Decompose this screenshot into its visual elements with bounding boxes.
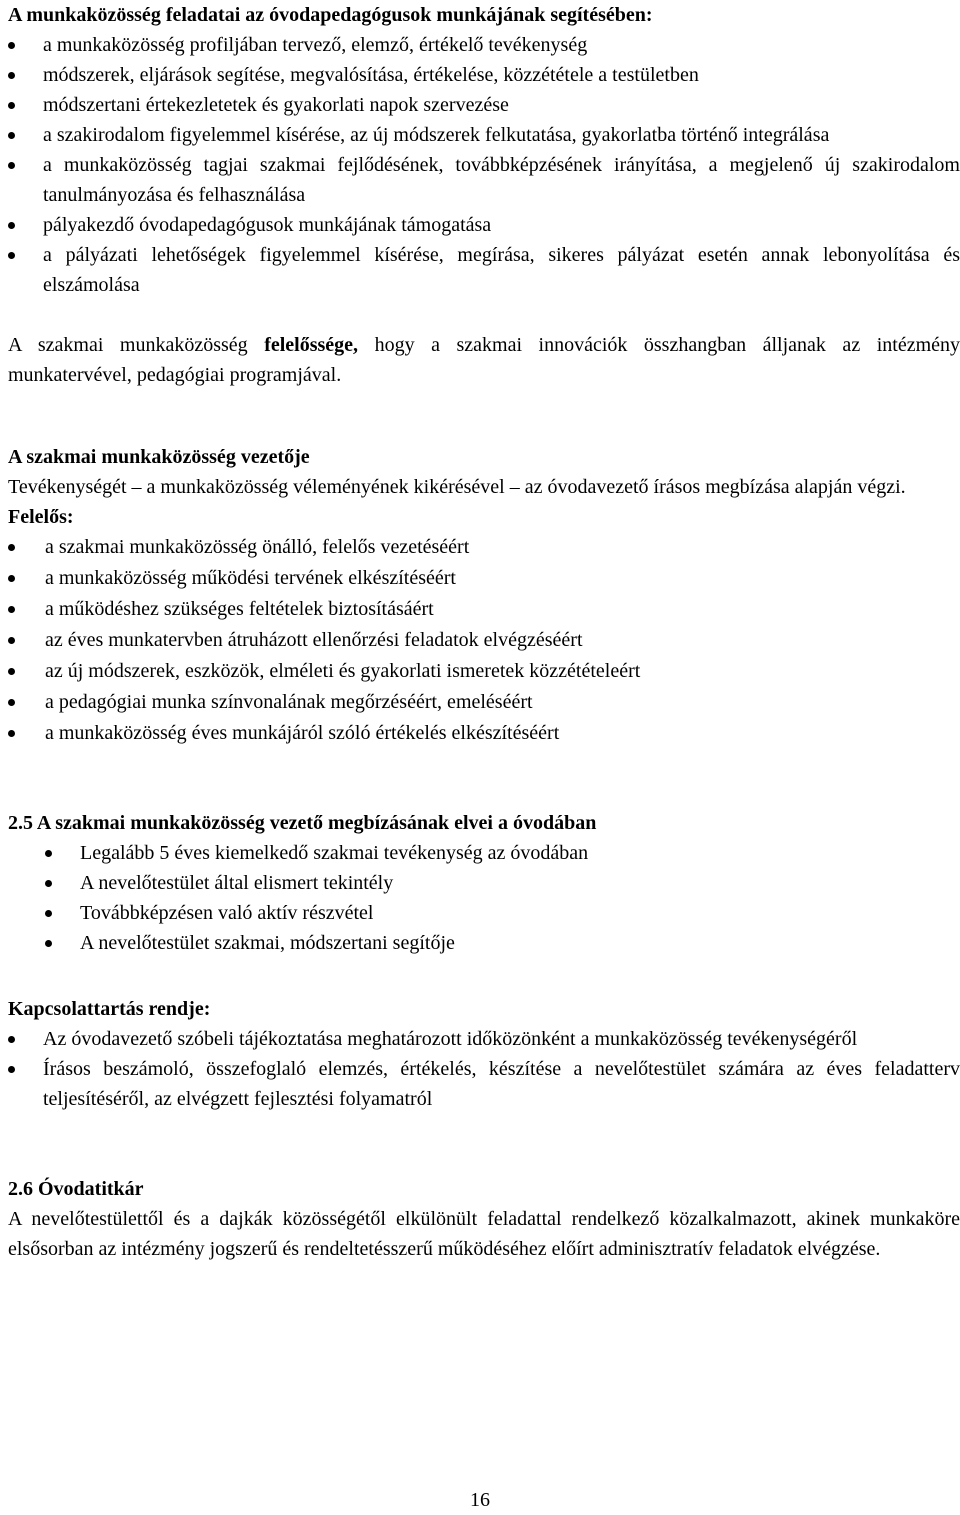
bullet-icon xyxy=(8,668,15,675)
bullet-icon xyxy=(8,606,15,613)
bullet-icon xyxy=(8,1036,15,1043)
section26-heading: 2.6 Óvodatitkár xyxy=(8,1178,144,1200)
leader-text: Tevékenységét – a munkaközösség véleményének kikérésével – az óvodavezető írásos megbízása alapján végzi. xyxy=(8,476,906,498)
section1-list xyxy=(8,30,960,300)
list-item: a munkaközösség éves munkájáról szóló értékelés elkészítéséért xyxy=(8,718,960,748)
page-number: 16 xyxy=(470,1489,490,1511)
bullet-icon xyxy=(8,1066,15,1073)
list-item: az éves munkatervben átruházott ellenőrzési feladatok elvégzéséért xyxy=(8,625,960,655)
list-item: a szakirodalom figyelemmel kísérése, az új módszerek felkutatása, gyakorlatba történő integrálása xyxy=(8,120,960,150)
leader-list xyxy=(8,532,960,748)
list-item: Továbbképzésen való aktív részvétel xyxy=(8,898,960,928)
list-item: az új módszerek, eszközök, elméleti és gyakorlati ismeretek közzétételeért xyxy=(8,656,960,686)
spacer xyxy=(8,748,960,808)
contact-list xyxy=(8,1024,960,1114)
bullet-icon xyxy=(8,575,15,582)
list-item: módszerek, eljárások segítése, megvalósítása, értékelése, közzététele a testületben xyxy=(8,60,960,90)
bullet-icon xyxy=(8,162,15,169)
responsibility-bold: felelőssége, xyxy=(264,334,359,356)
spacer xyxy=(8,1114,960,1174)
list-item: a szakmai munkaközösség önálló, felelős vezetéséért xyxy=(8,532,960,562)
list-item: a pedagógiai munka színvonalának megőrzéséért, emeléséért xyxy=(8,687,960,717)
responsibility-paragraph: A szakmai munkaközösség felelőssége, hogy a szakmai innovációk összhangban álljanak az intézmény munkatervével, pedagógiai programjával. xyxy=(8,334,960,386)
bullet-icon xyxy=(45,850,52,857)
leader-heading: A szakmai munkaközösség vezetője xyxy=(8,446,310,468)
section26-text: A nevelőtestülettől és a dajkák közösségétől elkülönült feladattal rendelkező közalkalmazott, akinek munkaköre elsősorban az intézmény jogszerű és rendeltetésszerű működéséhez előírt adminisztratív feladatok elvégzése. xyxy=(8,1208,960,1260)
list-item: módszertani értekezletetek és gyakorlati napok szervezése xyxy=(8,90,960,120)
contact-heading: Kapcsolattartás rendje: xyxy=(8,998,211,1020)
section25-heading: 2.5 A szakmai munkaközösség vezető megbízásának elvei a óvodában xyxy=(8,812,597,834)
list-item: a munkaközösség tagjai szakmai fejlődésének, továbbképzésének irányítása, a megjelenő új szakirodalom tanulmányozása és felhasználása xyxy=(8,150,960,210)
responsible-label: Felelős: xyxy=(8,506,74,528)
list-item: a munkaközösség profiljában tervező, elemző, értékelő tevékenység xyxy=(8,30,960,60)
list-item: pályakezdő óvodapedagógusok munkájának támogatása xyxy=(8,210,960,240)
list-item: a munkaközösség működési tervének elkészítéséért xyxy=(8,563,960,593)
spacer xyxy=(8,390,960,442)
bullet-icon xyxy=(8,699,15,706)
bullet-icon xyxy=(8,730,15,737)
bullet-icon xyxy=(8,637,15,644)
bullet-icon xyxy=(8,252,15,259)
bullet-icon xyxy=(45,940,52,947)
bullet-icon xyxy=(8,72,15,79)
bullet-icon xyxy=(8,544,15,551)
bullet-icon xyxy=(8,132,15,139)
spacer xyxy=(8,958,960,994)
bullet-icon xyxy=(8,222,15,229)
bullet-icon xyxy=(45,910,52,917)
bullet-icon xyxy=(8,42,15,49)
list-item: Az óvodavezető szóbeli tájékoztatása meghatározott időközönként a munkaközösség tevékenységéről xyxy=(8,1024,960,1054)
spacer xyxy=(8,300,960,330)
section25-list xyxy=(8,838,960,958)
bullet-icon xyxy=(45,880,52,887)
list-item: a működéshez szükséges feltételek biztosításáért xyxy=(8,594,960,624)
section1-heading: A munkaközösség feladatai az óvodapedagógusok munkájának segítésében: xyxy=(8,4,653,26)
list-item: A nevelőtestület szakmai, módszertani segítője xyxy=(8,928,960,958)
list-item: A nevelőtestület által elismert tekintély xyxy=(8,868,960,898)
document-page xyxy=(8,0,960,1264)
list-item: Legalább 5 éves kiemelkedő szakmai tevékenység az óvodában xyxy=(8,838,960,868)
bullet-icon xyxy=(8,102,15,109)
list-item: a pályázati lehetőségek figyelemmel kísérése, megírása, sikeres pályázat esetén annak lebonyolítása és elszámolása xyxy=(8,240,960,300)
list-item: Írásos beszámoló, összefoglaló elemzés, értékelés, készítése a nevelőtestület számára az éves feladatterv teljesítéséről, az elvégzett fejlesztési folyamatról xyxy=(8,1054,960,1114)
